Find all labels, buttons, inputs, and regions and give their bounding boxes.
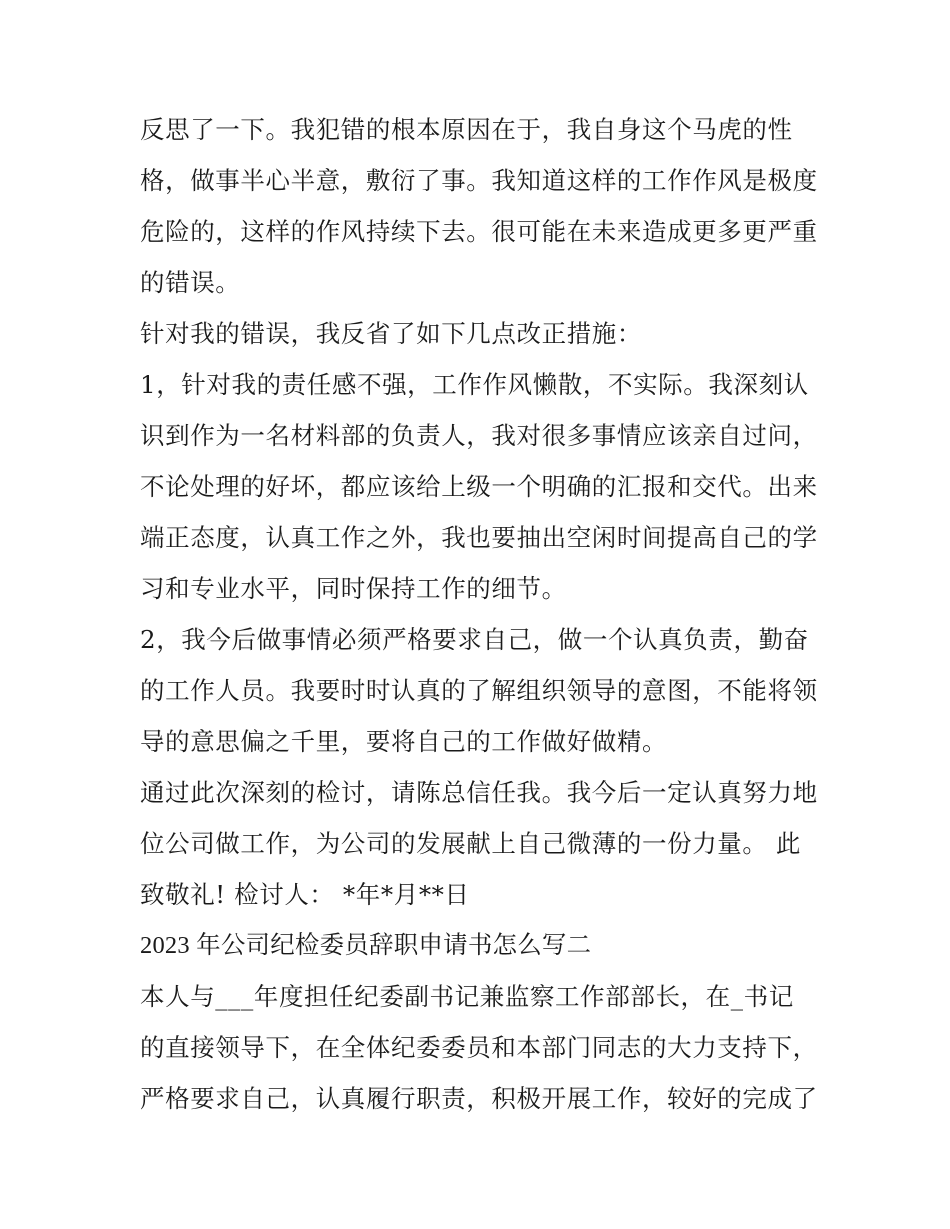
text-line: 1，针对我的责任感不强，工作作风懒散，不实际。我深刻认 [140,370,809,399]
text-line: 导的意思偏之千里，要将自己的工作做好做精。 [140,727,668,756]
text-line: 的错误。 [140,268,241,297]
text-line: 的工作人员。我要时时认真的了解组织领导的意图，不能将领 [140,676,818,705]
text-line: 本人与___年度担任纪委副书记兼监察工作部部长，在_书记 [140,982,794,1011]
text-line: 危险的，这样的作风持续下去。很可能在未来造成更多更严重 [140,217,818,246]
text-line: 端正态度，认真工作之外，我也要抽出空闲时间提高自己的学 [140,523,818,552]
section-heading: 2023 年公司纪检委员辞职申请书怎么写二 [140,932,592,959]
text-line: 不论处理的好坏，都应该给上级一个明确的汇报和交代。出来 [140,472,818,501]
text-line: 反思了一下。我犯错的根本原因在于，我自身这个马虎的性 [140,115,793,144]
text-line: 针对我的错误，我反省了如下几点改正措施： [140,319,642,348]
text-line: 通过此次深刻的检讨，请陈总信任我。我今后一定认真努力地 [140,778,818,807]
text-line: 习和专业水平，同时保持工作的细节。 [140,574,567,603]
text-line: 严格要求自己，认真履行职责，积极开展工作，较好的完成了 [140,1084,818,1113]
text-line: 的直接领导下，在全体纪委委员和本部门同志的大力支持下， [140,1033,818,1062]
text-line: 格，做事半心半意，敷衍了事。我知道这样的工作作风是极度 [140,166,818,195]
text-line: 位公司做工作，为公司的发展献上自己微薄的一份力量。 此 [140,829,801,858]
text-line: 识到作为一名材料部的负责人，我对很多事情应该亲自过问， [140,421,818,450]
document-body [140,104,820,1124]
text-line: 致敬礼! 检讨人： *年*月**日 [140,880,470,909]
text-line: 2，我今后做事情必须严格要求自己，做一个认真负责，勤奋 [140,625,809,654]
